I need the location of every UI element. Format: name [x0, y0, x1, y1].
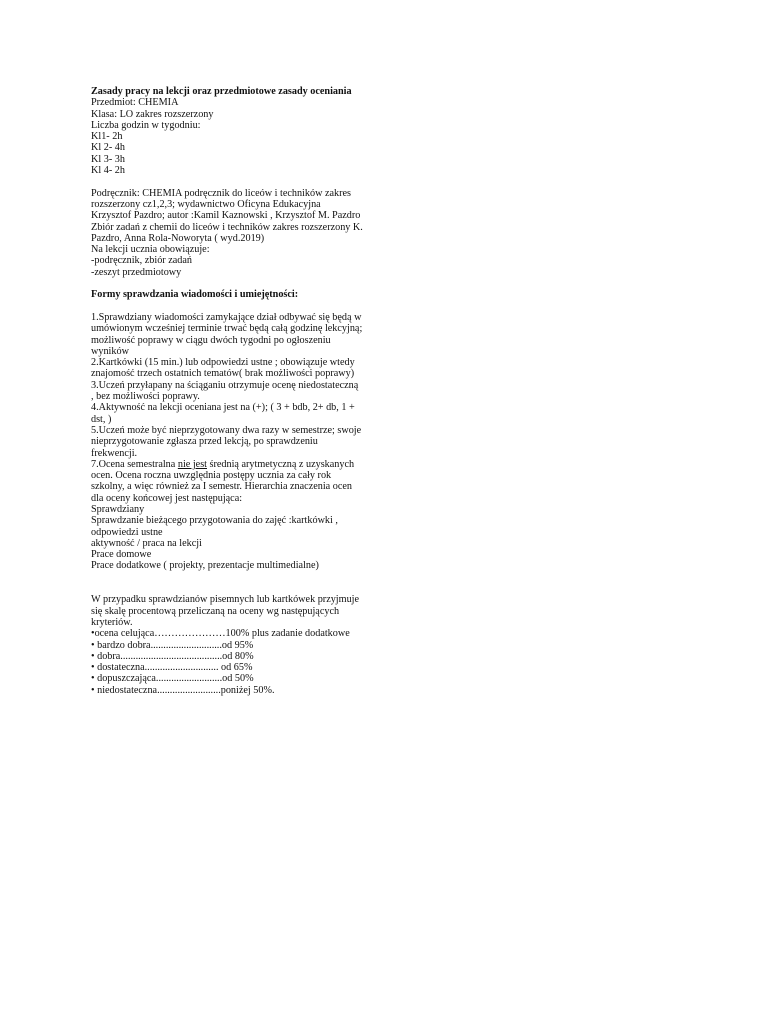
rule-item: 4.Aktywność na lekcji oceniana jest na (+); ( 3 + bdb, 2+ db, 1 + dst, ): [91, 402, 355, 425]
hierarchy-item: Sprawdzanie bieżącego przygotowania do zajęć :kartkówki , odpowiedzi ustne: [91, 515, 338, 538]
hierarchy-item: Sprawdziany: [91, 503, 145, 515]
spacer: [91, 278, 363, 289]
rule-item-7-rest: średnią arytmetyczną z uzyskanych ocen. Ocena roczna uwzględnia postępy ucznia za cały rok szkolny, a więc również za I semestr. Hierarchia znaczenia ocen dla oceny końcowej jest następująca:: [91, 458, 355, 504]
rule-item: 5.Uczeń może być nieprzygotowany dwa razy w semestrze; swoje nieprzygotowanie zgłasza przed lekcją, po sprawdzeniu frekwencji.: [91, 424, 362, 459]
rule-item-7: [91, 459, 363, 504]
spacer: [91, 176, 363, 187]
section-heading: Formy sprawdzania wiadomości i umiejętności:: [91, 289, 299, 301]
spacer: [91, 572, 363, 595]
document-title: Zasady pracy na lekcji oraz przedmiotowe zasady oceniania: [91, 86, 352, 97]
hours-item: Kl1- 2h: [91, 131, 123, 143]
hierarchy-item: Prace domowe: [91, 549, 152, 561]
rule-item: 1.Sprawdziany wiadomości zamykające dział odbywać się będą w umówionym wcześniej terminie trwać będą całą godzinę lekcyjną; możliwość poprawy w ciągu dwóch tygodni po ogłoszeniu wyników: [91, 311, 363, 357]
rule-item: 3.Uczeń przyłapany na ściąganiu otrzymuje ocenę niedostateczną , bez możliwości poprawy.: [91, 379, 359, 403]
grading-intro: W przypadku sprawdzianów pisemnych lub kartkówek przyjmuje się skalę procentową przeliczaną na oceny wg następujących kryteriów.: [91, 594, 360, 628]
hours-item: Kl 2- 4h: [91, 142, 125, 154]
hierarchy-item: aktywność / praca na lekcji: [91, 537, 202, 549]
spacer: [91, 301, 363, 312]
hours-item: Kl 4- 2h: [91, 165, 125, 177]
grade-scale-item: • bardzo dobra............................od 95%: [91, 639, 254, 651]
hours-item: Kl 3- 3h: [91, 153, 125, 165]
required-item: -zeszyt przedmiotowy: [91, 266, 182, 278]
grade-scale-item: • niedostateczna.........................poniżej 50%.: [91, 684, 275, 696]
hierarchy-item: Prace dodatkowe ( projekty, prezentacje multimedialne): [91, 560, 319, 572]
grade-scale-item: • dobra........................................od 80%: [91, 650, 254, 662]
grade-scale-item: • dopuszczająca..........................od 50%: [91, 673, 254, 685]
document-page: [91, 86, 363, 696]
grade-scale-item: • dostateczna............................. od 65%: [91, 662, 253, 674]
required-item: -podręcznik, zbiór zadań: [91, 255, 192, 267]
rule-item: 2.Kartkówki (15 min.) lub odpowiedzi ustne ; obowiązuje wtedy znajomość trzech ostatnich tematów( brak możliwości poprawy): [91, 357, 355, 380]
textbook-paragraph: Podręcznik: CHEMIA podręcznik do liceów i techników zakres rozszerzony cz1,2,3; wydawnictwo Oficyna Edukacyjna Krzysztof Pazdro; autor :Kamil Kaznowski , Krzysztof M. Pazdro: [91, 187, 361, 222]
rule-item-7-start: 7.Ocena semestralna: [91, 458, 178, 470]
grade-scale-item: •ocena celująca…………………100% plus zadanie dodatkowe: [91, 628, 350, 640]
subject-line: Przedmiot: CHEMIA: [91, 97, 179, 109]
exercise-book-paragraph: Zbiór zadań z chemii do liceów i techników zakres rozszerzony K. Pazdro, Anna Rola-Noworyta ( wyd.2019): [91, 221, 363, 244]
rule-item-7-underlined: nie jest: [177, 458, 207, 470]
class-line: Klasa: LO zakres rozszerzony: [91, 108, 214, 120]
hours-label: Liczba godzin w tygodniu:: [91, 119, 201, 131]
required-label: Na lekcji ucznia obowiązuje:: [91, 244, 210, 256]
